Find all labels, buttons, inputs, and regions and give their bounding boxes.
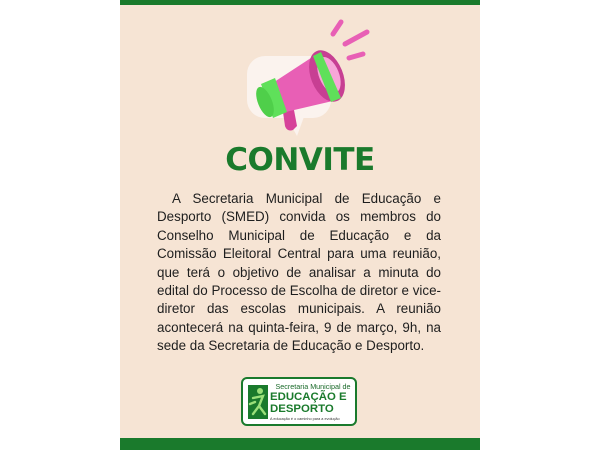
bottom-green-bar: [120, 438, 480, 450]
logo-line-educacao: EDUCAÇÃO E: [270, 391, 347, 403]
logo-figure-head: [257, 388, 263, 394]
megaphone-icon: [225, 14, 385, 144]
sound-line-1: [333, 22, 341, 34]
top-green-bar: [120, 0, 480, 5]
poster-title: CONVITE: [225, 142, 375, 178]
sound-line-3: [349, 54, 363, 58]
logo-line-desporto: DESPORTO: [270, 403, 334, 415]
invitation-body-text: A Secretaria Municipal de Educação e Desporto (SMED) convida os membros do Conselho Municipal de Educação e da Comissão Eleitoral Central para uma reunião, que terá o objetivo de analisar a minuta do edital do Processo de Escolha de diretor e vice-diretor das escolas municipais. A reunião acontecerá na quinta-feira, 9 de março, 9h, na sede da Secretaria de Educação e Desporto.: [157, 191, 441, 354]
logo-line-secretaria: Secretaria Municipal de: [275, 382, 351, 391]
sound-line-2: [345, 32, 367, 44]
invitation-poster: [120, 0, 480, 450]
smed-logo: [241, 377, 357, 426]
logo-tagline: A educação é o caminho para a evolução: [270, 417, 340, 421]
runner-figure-icon: [247, 384, 269, 420]
